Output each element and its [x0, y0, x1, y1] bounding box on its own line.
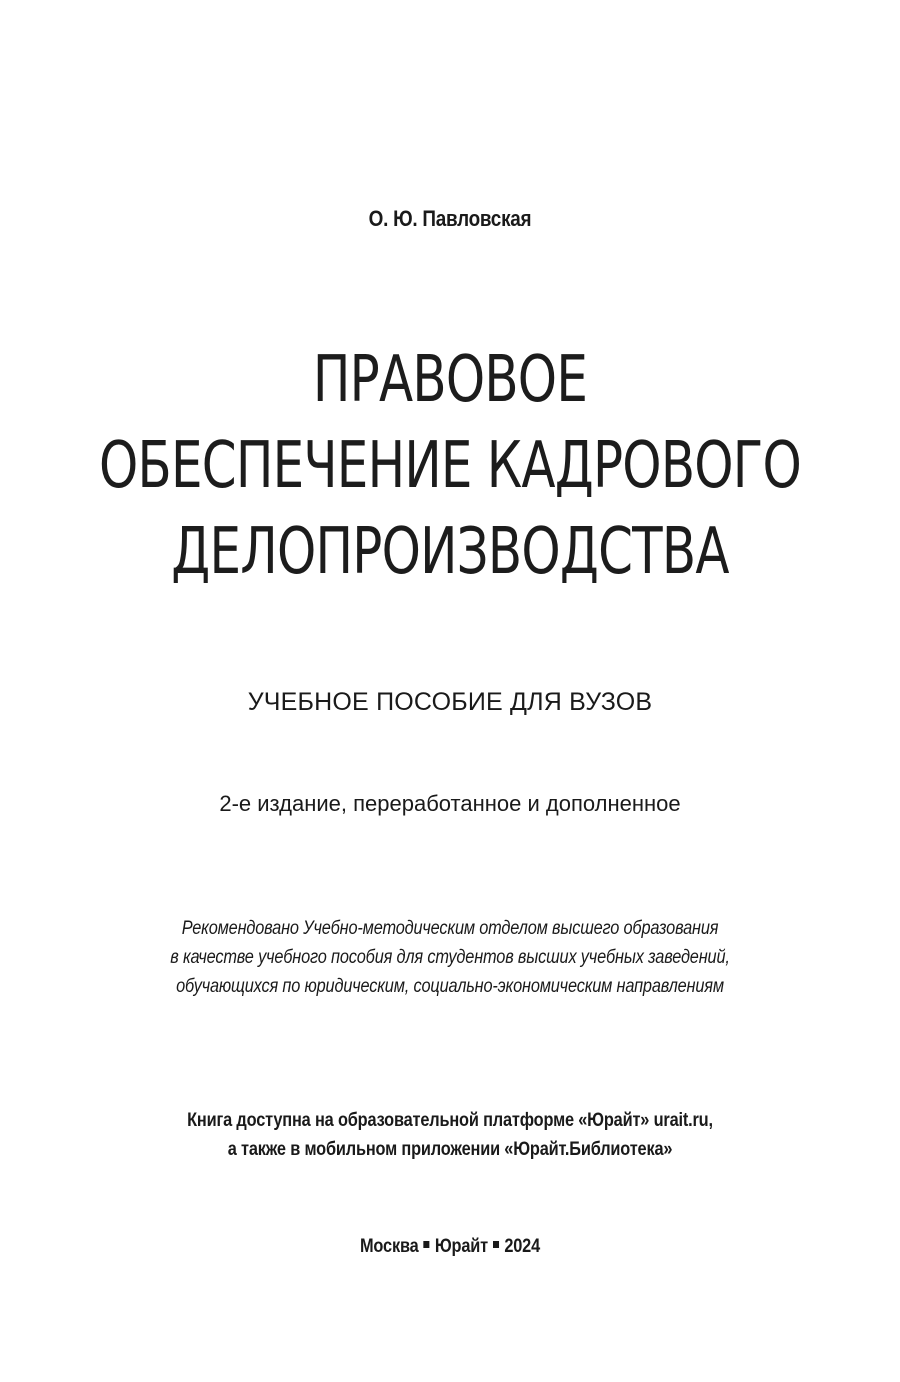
- recommendation-line-1: Рекомендовано Учебно-методическим отделом высшего образования: [181, 918, 719, 939]
- imprint-publisher: Юрайт: [434, 1236, 488, 1257]
- square-separator-icon: [424, 1241, 430, 1248]
- author-name: О. Ю. Павловская: [368, 206, 532, 231]
- book-subtitle: УЧЕБНОЕ ПОСОБИЕ ДЛЯ ВУЗОВ: [247, 688, 653, 716]
- book-title-line-1: ПРАВОВОЕ: [312, 343, 588, 417]
- recommendation-line-3: обучающихся по юридическим, социально-экономическим направлениям: [176, 976, 724, 997]
- edition-note: 2-е издание, переработанное и дополненное: [219, 791, 681, 816]
- imprint-year: 2024: [504, 1236, 540, 1257]
- availability-line-1: Книга доступна на образовательной платформе «Юрайт» urait.ru,: [187, 1110, 713, 1131]
- availability-line-2: а также в мобильном приложении «Юрайт.Библиотека»: [227, 1139, 673, 1160]
- book-title-line-2: ОБЕСПЕЧЕНИЕ КАДРОВОГО: [99, 429, 801, 503]
- imprint: [63, 1236, 837, 1258]
- square-separator-icon: [493, 1241, 499, 1248]
- recommendation-line-2: в качестве учебного пособия для студентов высших учебных заведений,: [170, 947, 730, 968]
- imprint-city: Москва: [359, 1236, 419, 1257]
- book-title-line-3: ДЕЛОПРОИЗВОДСТВА: [171, 515, 729, 589]
